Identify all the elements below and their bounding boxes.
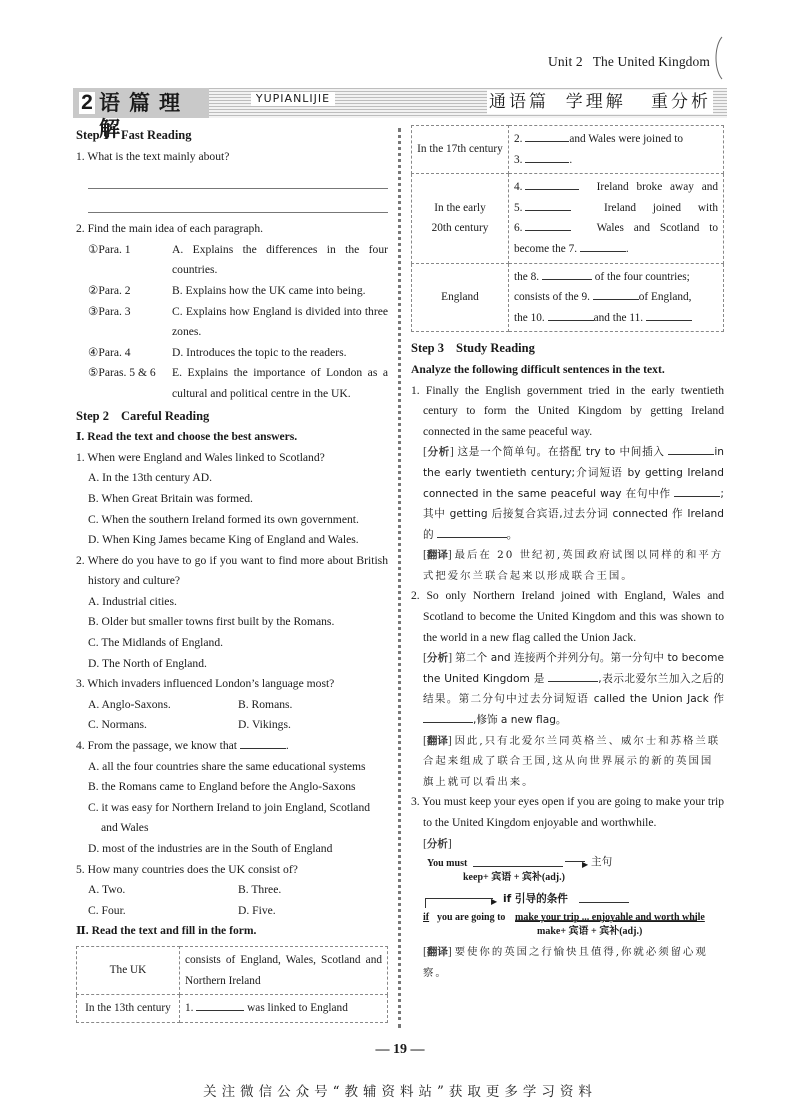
answer-blank[interactable]	[240, 736, 286, 749]
analysis-text: ;其中 getting 后接复合宾语,过去分词 connected 作 Ireland 的	[423, 487, 724, 541]
column-divider	[398, 128, 401, 1028]
difficult-sentence: 2. So only Northern Ireland joined with England, Wales and Scotland to become the United Kingdom and this was shown to the world in a new flag called the Union Jack.	[411, 589, 724, 644]
match-row	[76, 240, 388, 281]
option[interactable]: D. Five.	[238, 903, 276, 917]
option[interactable]: B. the Romans came to England before the Anglo-Saxons	[88, 780, 356, 794]
form-content	[180, 995, 388, 1023]
question: 2. Find the main idea of each paragraph.	[76, 222, 264, 236]
analysis	[411, 442, 724, 545]
diagram-underline	[515, 920, 697, 921]
form-label: The UK	[77, 946, 180, 994]
diagram-underline	[473, 866, 563, 867]
fill-in-form	[76, 946, 388, 1023]
answer-blank[interactable]	[580, 239, 626, 252]
option[interactable]: A. Anglo-Saxons.	[88, 697, 171, 711]
match-row	[76, 302, 388, 343]
translation-text: 要使你的英国之行愉快且值得,你就必须留心观察。	[423, 946, 708, 979]
answer-line[interactable]	[88, 191, 388, 213]
diagram-text: You must	[427, 858, 468, 870]
translation-tag: [翻译]	[423, 945, 452, 959]
form-label: In the 13th century	[77, 995, 180, 1023]
blank-number: 1.	[185, 1002, 194, 1015]
analysis-tag: [分析]	[423, 445, 454, 459]
form-row	[412, 263, 724, 332]
arrow-head-icon: ▶	[491, 897, 498, 907]
tag-label: 分析	[426, 446, 451, 459]
translation-text: 最后在 20 世纪初,英国政府试图以同样的和平方式把爱尔兰联合起来以形成联合王国。	[423, 549, 724, 582]
arrow-head-icon: ▶	[582, 860, 589, 870]
analysis-text: ,表示北爱尔兰加入之后的结果。第二分句中过去分词短语 called the Union Jack 作	[423, 672, 724, 706]
page-edge-bracket-icon	[712, 36, 726, 80]
tag-label: 分析	[426, 837, 448, 850]
option[interactable]: A. Industrial cities.	[88, 594, 177, 608]
option[interactable]: C. When the southern Ireland formed its own government.	[88, 512, 359, 526]
option[interactable]: B. Romans.	[238, 697, 293, 711]
arrow-icon	[425, 898, 426, 908]
step2-heading	[76, 406, 388, 427]
para-label: ①Para. 1	[88, 242, 131, 256]
option[interactable]: A. In the 13th century AD.	[88, 471, 212, 485]
analysis	[411, 648, 724, 730]
form-text: .	[569, 153, 573, 166]
question-text: 4. From the passage, we know that	[76, 739, 237, 753]
right-column	[411, 125, 724, 983]
diagram-text: make+ 宾语 + 宾补(adj.)	[537, 926, 643, 938]
tag-label: 翻译	[426, 734, 448, 747]
translation	[411, 731, 724, 793]
diagram-text: if	[423, 912, 430, 924]
form-text: Wales and Scotland to	[596, 222, 718, 235]
analysis-text: 第二个 and 连接两个并列分句。第一分句中 to become the United Kingdom 是	[423, 652, 724, 685]
form-row	[412, 174, 724, 263]
answer-blank[interactable]	[525, 218, 571, 231]
fill-in-form-continued	[411, 125, 724, 332]
question: 3. Which invaders influenced London’s language most?	[76, 677, 335, 691]
form-label-text: In the early 20th century	[431, 201, 489, 235]
diagram-text: keep+ 宾语 + 宾补(adj.)	[463, 872, 565, 884]
option[interactable]: B. Three.	[238, 883, 282, 897]
blank-number: 2.	[514, 133, 523, 145]
form-text: of the four countries;	[594, 270, 690, 283]
analysis-text: 这是一个简单句。在搭配 try to 中间插入	[457, 446, 665, 459]
diagram-text: you are going to	[437, 912, 506, 924]
answer-blank[interactable]	[593, 287, 639, 300]
form-text: the 8.	[514, 270, 540, 283]
option[interactable]: B. Older but smaller towns first built by the Romans.	[88, 615, 335, 629]
form-label: In the 17th century	[412, 126, 509, 174]
option[interactable]: A. Two.	[88, 883, 126, 897]
difficult-sentence: 1. Finally the English government tried in the early twentieth century to form the United Kingdom by getting Ireland connected in the same peaceful way.	[411, 383, 724, 438]
form-label: England	[412, 263, 509, 332]
answer-line[interactable]	[88, 167, 388, 189]
diagram-text: if 引导的条件	[503, 893, 568, 906]
analysis-tag: [分析]	[423, 836, 452, 850]
question: 1. What is the text mainly about?	[76, 149, 230, 163]
option[interactable]: D. most of the industries are in the South of England	[88, 842, 333, 855]
form-text: become the 7.	[514, 242, 578, 255]
step-title: Study Reading	[456, 341, 535, 356]
match-row	[76, 343, 388, 364]
question: 2. Where do you have to go if you want to find more about British history and culture?	[76, 553, 388, 588]
form-row	[412, 126, 724, 174]
form-row	[77, 946, 388, 994]
blank-number: 4.	[514, 181, 523, 194]
option-row	[76, 880, 388, 901]
answer-blank[interactable]	[674, 484, 720, 497]
option[interactable]: C. it was easy for Northern Ireland to join England, Scotland and Wales	[88, 800, 371, 835]
match-row	[76, 363, 388, 404]
form-text: was linked to England	[247, 1002, 348, 1015]
para-label: ④Para. 4	[88, 345, 131, 359]
analysis	[411, 834, 724, 855]
diagram-underline	[579, 902, 629, 903]
analysis-text: in the early twentieth century;介词短语 by getting Ireland connected in the same peaceful way 在句中作	[423, 446, 724, 500]
answer-blank[interactable]	[525, 198, 571, 211]
section-pinyin: YUPIANLIJIE	[251, 92, 335, 106]
blank-number: 5.	[514, 201, 523, 214]
form-text: .	[625, 242, 629, 255]
step3-instruction: Analyze the following difficult sentences in the text.	[411, 362, 665, 376]
unit-label: Unit 2	[547, 54, 583, 69]
main-idea: D. Introduces the topic to the readers.	[172, 345, 347, 359]
translation-tag: [翻译]	[423, 733, 452, 747]
answer-blank[interactable]	[525, 129, 569, 142]
section-number: 2	[79, 92, 95, 114]
answer-blank[interactable]	[423, 710, 473, 723]
form-content	[509, 263, 724, 332]
main-idea: B. Explains how the UK came into being.	[172, 283, 366, 297]
question-4	[76, 736, 388, 757]
form-row	[77, 995, 388, 1023]
form-content	[509, 174, 724, 263]
option[interactable]: C. Normans.	[88, 718, 147, 732]
para-label: ③Para. 3	[88, 304, 131, 318]
section-title: 语篇理解	[99, 91, 189, 141]
translation-text: 因此,只有北爱尔兰同英格兰、威尔士和苏格兰联合起来组成了联合王国,这从向世界展示的新的英国国旗上就可以看出来。	[423, 734, 721, 788]
blank-number: 3.	[514, 153, 523, 166]
section-slogan: 通语篇 学理解 重分析	[488, 92, 712, 112]
answer-blank[interactable]	[437, 525, 507, 538]
translation	[411, 545, 724, 586]
analysis-text: 。	[506, 527, 519, 541]
form-text: and the 11.	[593, 311, 644, 324]
answer-blank[interactable]	[196, 998, 244, 1011]
tag-label: 翻译	[426, 549, 448, 562]
match-row	[76, 281, 388, 302]
answer-blank[interactable]	[646, 308, 692, 321]
form-text: of England,	[638, 291, 692, 304]
step-number: Step 3	[411, 341, 444, 356]
left-column	[76, 125, 388, 1023]
answer-blank[interactable]	[525, 150, 569, 163]
option[interactable]: C. The Midlands of England.	[88, 636, 224, 650]
form-label	[412, 174, 509, 263]
page-number: — 19 —	[375, 1042, 425, 1057]
tag-label: 翻译	[426, 946, 448, 959]
answer-blank[interactable]	[525, 177, 579, 190]
form-text: the 10.	[514, 311, 545, 324]
option[interactable]: D. The North of England.	[88, 656, 207, 670]
answer-blank[interactable]	[542, 267, 592, 280]
difficult-sentence: 3. You must keep your eyes open if you are going to make your trip to the United Kingdom enjoyable and worthwhile.	[411, 795, 724, 829]
form-text: and Wales were joined to	[569, 133, 684, 145]
tag-label: 分析	[426, 652, 449, 665]
option[interactable]: C. Four.	[88, 903, 126, 917]
para-label: ②Para. 2	[88, 283, 131, 297]
form-content	[509, 126, 724, 174]
analysis-tag: [分析]	[423, 651, 453, 665]
step3-heading	[411, 338, 724, 359]
answer-blank[interactable]	[548, 308, 594, 321]
question: 5. How many countries does the UK consist of?	[76, 862, 298, 876]
option-row	[76, 695, 388, 716]
option[interactable]: D. When King James became King of England and Wales.	[88, 533, 359, 547]
form-content: consists of England, Wales, Scotland and Northern Ireland	[180, 946, 388, 994]
part1-title: Ⅰ. Read the text and choose the best answers.	[76, 430, 298, 444]
part2-title: Ⅱ. Read the text and fill in the form.	[76, 924, 257, 938]
option-row	[76, 715, 388, 736]
answer-blank[interactable]	[548, 669, 598, 682]
step-title: Careful Reading	[121, 408, 210, 423]
question: 1. When were England and Wales linked to Scotland?	[76, 450, 325, 464]
step-number: Step 1	[76, 128, 109, 142]
running-header	[540, 54, 710, 70]
option[interactable]: D. Vikings.	[238, 718, 291, 732]
para-label: ⑤Paras. 5 & 6	[88, 366, 156, 380]
blank-number: 6.	[514, 222, 523, 235]
translation-tag: [翻译]	[423, 548, 452, 562]
arrow-icon	[425, 898, 493, 899]
sentence-structure-diagram	[415, 854, 724, 964]
question-end: .	[285, 739, 289, 753]
diagram-text: 主句	[591, 856, 613, 869]
unit-title: The United Kingdom	[592, 54, 710, 69]
option[interactable]: B. When Great Britain was formed.	[88, 491, 253, 505]
form-text: Ireland joined with	[604, 201, 718, 214]
answer-blank[interactable]	[668, 442, 714, 455]
step-number: Step 2	[76, 408, 109, 423]
main-idea: A. Explains the differences in the four countries.	[172, 242, 388, 277]
step1-heading	[76, 125, 388, 146]
form-text: Ireland broke away and	[596, 181, 718, 194]
option[interactable]: A. all the four countries share the same educational systems	[88, 759, 366, 773]
main-idea: C. Explains how England is divided into three zones.	[172, 304, 388, 339]
main-idea: E. Explains the importance of London as a cultural and political centre in the UK.	[172, 366, 388, 400]
analysis-text: ,修饰 a new flag。	[473, 714, 567, 727]
footer-note: 关注微信公众号“教辅资料站”获取更多学习资料	[203, 1084, 597, 1100]
diagram-text: make your trip ... enjoyahle and worth while	[515, 912, 705, 924]
form-text: consists of the 9.	[514, 291, 590, 304]
step-title: Fast Reading	[121, 128, 192, 142]
option-row	[76, 901, 388, 922]
